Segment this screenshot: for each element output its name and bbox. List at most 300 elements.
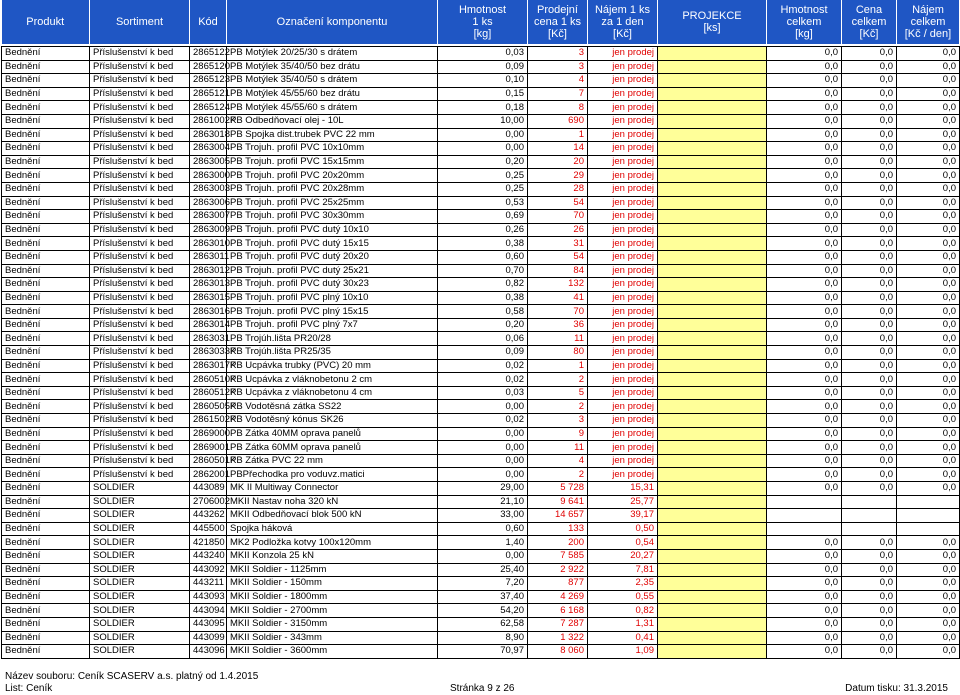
col-header-sortiment: Sortiment	[90, 0, 190, 44]
cell-hmotnost-celkem: 0,0	[767, 101, 842, 115]
cell-hmotnost-celkem	[767, 522, 842, 536]
cell-najem-celkem: 0,0	[897, 604, 960, 618]
cell-projekce[interactable]	[658, 386, 767, 400]
cell-projekce[interactable]	[658, 210, 767, 224]
cell-hmotnost-ks: 0,58	[438, 305, 528, 319]
table-row	[2, 332, 960, 346]
cell-projekce[interactable]	[658, 237, 767, 251]
cell-hmotnost-celkem: 0,0	[767, 617, 842, 631]
cell-najem-ks: jen prodej	[588, 87, 658, 101]
cell-prodejni-cena: 41	[528, 291, 588, 305]
cell-projekce[interactable]	[658, 250, 767, 264]
cell-projekce[interactable]	[658, 155, 767, 169]
cell-cena-celkem: 0,0	[842, 237, 897, 251]
cell-hmotnost-ks: 0,25	[438, 169, 528, 183]
cell-najem-ks: 20,27	[588, 549, 658, 563]
cell-prodejni-cena: 1 322	[528, 631, 588, 645]
cell-hmotnost-celkem: 0,0	[767, 87, 842, 101]
cell-najem-ks: 39,17	[588, 509, 658, 523]
cell-najem-ks: jen prodej	[588, 223, 658, 237]
col-header-prodejni-cena: Prodejní cena 1 ks [Kč]	[528, 0, 588, 44]
cell-oznaceni: PB Trojuh. profil PVC dutý 10x10	[227, 223, 438, 237]
cell-cena-celkem: 0,0	[842, 617, 897, 631]
cell-najem-celkem: 0,0	[897, 318, 960, 332]
cell-oznaceni: PB Zátka 40MM oprava panelů	[227, 427, 438, 441]
cell-cena-celkem: 0,0	[842, 155, 897, 169]
cell-najem-celkem: 0,0	[897, 359, 960, 373]
cell-oznaceni: PB Spojka dist.trubek PVC 22 mm	[227, 128, 438, 142]
cell-kod: 2706002	[190, 495, 227, 509]
cell-produkt: Bednění	[2, 577, 90, 591]
cell-produkt: Bednění	[2, 250, 90, 264]
cell-hmotnost-celkem: 0,0	[767, 563, 842, 577]
cell-prodejni-cena: 54	[528, 196, 588, 210]
table-row	[2, 563, 960, 577]
cell-projekce[interactable]	[658, 128, 767, 142]
cell-projekce[interactable]	[658, 291, 767, 305]
cell-produkt: Bednění	[2, 454, 90, 468]
cell-najem-ks: jen prodej	[588, 278, 658, 292]
table-row	[2, 536, 960, 550]
cell-prodejni-cena: 14 657	[528, 509, 588, 523]
cell-projekce[interactable]	[658, 359, 767, 373]
cell-cena-celkem: 0,0	[842, 427, 897, 441]
cell-najem-celkem: 0,0	[897, 114, 960, 128]
cell-kod: 2869001	[190, 441, 227, 455]
cell-produkt: Bednění	[2, 60, 90, 74]
cell-projekce[interactable]	[658, 645, 767, 659]
cell-sortiment: Příslušenství k bed	[90, 278, 190, 292]
cell-kod: 2860501K	[190, 454, 227, 468]
cell-projekce[interactable]	[658, 182, 767, 196]
cell-projekce[interactable]	[658, 346, 767, 360]
cell-cena-celkem: 0,0	[842, 563, 897, 577]
cell-najem-ks: jen prodej	[588, 114, 658, 128]
cell-hmotnost-celkem: 0,0	[767, 414, 842, 428]
cell-produkt: Bednění	[2, 114, 90, 128]
table-row	[2, 482, 960, 496]
cell-projekce[interactable]	[658, 305, 767, 319]
cell-prodejni-cena: 2	[528, 373, 588, 387]
table-row	[2, 47, 960, 61]
cell-najem-ks: jen prodej	[588, 142, 658, 156]
cell-projekce[interactable]	[658, 522, 767, 536]
cell-hmotnost-celkem: 0,0	[767, 237, 842, 251]
table-row	[2, 169, 960, 183]
cell-cena-celkem: 0,0	[842, 604, 897, 618]
cell-oznaceni: PB Ucpávka trubky (PVC) 20 mm	[227, 359, 438, 373]
cell-oznaceni: PB Zátka PVC 22 mm	[227, 454, 438, 468]
cell-najem-celkem: 0,0	[897, 373, 960, 387]
cell-prodejni-cena: 20	[528, 155, 588, 169]
cell-oznaceni: PB Trojuh. profil PVC 10x10mm	[227, 142, 438, 156]
cell-prodejni-cena: 7 287	[528, 617, 588, 631]
cell-hmotnost-celkem: 0,0	[767, 577, 842, 591]
cell-projekce[interactable]	[658, 142, 767, 156]
cell-projekce[interactable]	[658, 441, 767, 455]
cell-kod: 2863014	[190, 318, 227, 332]
cell-projekce[interactable]	[658, 74, 767, 88]
cell-cena-celkem: 0,0	[842, 87, 897, 101]
cell-sortiment: Příslušenství k bed	[90, 386, 190, 400]
cell-kod: 2861502K	[190, 414, 227, 428]
cell-produkt: Bednění	[2, 318, 90, 332]
cell-projekce[interactable]	[658, 196, 767, 210]
cell-najem-ks: jen prodej	[588, 454, 658, 468]
cell-hmotnost-celkem: 0,0	[767, 359, 842, 373]
cell-projekce[interactable]	[658, 60, 767, 74]
cell-oznaceni: PB Trojuh. profil PVC dutý 20x20	[227, 250, 438, 264]
cell-projekce[interactable]	[658, 577, 767, 591]
cell-projekce[interactable]	[658, 332, 767, 346]
cell-najem-celkem: 0,0	[897, 645, 960, 659]
cell-kod: 2863005	[190, 155, 227, 169]
cell-kod: 2865123	[190, 74, 227, 88]
cell-prodejni-cena: 70	[528, 210, 588, 224]
cell-najem-ks: jen prodej	[588, 47, 658, 61]
cell-prodejni-cena: 11	[528, 332, 588, 346]
cell-prodejni-cena: 31	[528, 237, 588, 251]
table-row	[2, 318, 960, 332]
cell-hmotnost-ks: 0,60	[438, 522, 528, 536]
cell-hmotnost-ks: 62,58	[438, 617, 528, 631]
cell-kod: 2869000	[190, 427, 227, 441]
cell-hmotnost-celkem: 0,0	[767, 278, 842, 292]
cell-hmotnost-celkem: 0,0	[767, 155, 842, 169]
cell-sortiment: SOLDIER	[90, 590, 190, 604]
cell-projekce[interactable]	[658, 47, 767, 61]
cell-sortiment: SOLDIER	[90, 509, 190, 523]
cell-najem-celkem: 0,0	[897, 441, 960, 455]
cell-hmotnost-celkem: 0,0	[767, 318, 842, 332]
cell-sortiment: Příslušenství k bed	[90, 87, 190, 101]
cell-sortiment: SOLDIER	[90, 549, 190, 563]
cell-kod: 2863012	[190, 264, 227, 278]
cell-produkt: Bednění	[2, 332, 90, 346]
cell-cena-celkem: 0,0	[842, 128, 897, 142]
cell-sortiment: Příslušenství k bed	[90, 182, 190, 196]
cell-sortiment: SOLDIER	[90, 536, 190, 550]
cell-projekce[interactable]	[658, 495, 767, 509]
cell-oznaceni: PB Motýlek 20/25/30 s drátem	[227, 47, 438, 61]
cell-hmotnost-ks: 0,10	[438, 74, 528, 88]
table-body	[2, 47, 960, 659]
table-row	[2, 454, 960, 468]
cell-kod: 2862001	[190, 468, 227, 482]
cell-hmotnost-ks: 8,90	[438, 631, 528, 645]
cell-oznaceni: PB Trojuh. profil PVC dutý 15x15	[227, 237, 438, 251]
cell-projekce[interactable]	[658, 590, 767, 604]
cell-cena-celkem: 0,0	[842, 305, 897, 319]
cell-produkt: Bednění	[2, 196, 90, 210]
cell-sortiment: Příslušenství k bed	[90, 441, 190, 455]
cell-hmotnost-celkem: 0,0	[767, 346, 842, 360]
cell-sortiment: Příslušenství k bed	[90, 454, 190, 468]
cell-produkt: Bednění	[2, 346, 90, 360]
col-header-najem-ks: Nájem 1 ks za 1 den [Kč]	[588, 0, 658, 44]
cell-hmotnost-celkem: 0,0	[767, 196, 842, 210]
table-row	[2, 346, 960, 360]
cell-cena-celkem: 0,0	[842, 482, 897, 496]
cell-hmotnost-ks: 0,25	[438, 182, 528, 196]
cell-oznaceni: PB Trojuh. profil PVC dutý 25x21	[227, 264, 438, 278]
cell-najem-celkem: 0,0	[897, 101, 960, 115]
cell-produkt: Bednění	[2, 359, 90, 373]
table-row	[2, 291, 960, 305]
cell-sortiment: Příslušenství k bed	[90, 74, 190, 88]
cell-najem-ks: jen prodej	[588, 264, 658, 278]
cell-hmotnost-celkem: 0,0	[767, 645, 842, 659]
cell-hmotnost-celkem: 0,0	[767, 142, 842, 156]
cell-prodejni-cena: 4 269	[528, 590, 588, 604]
cell-hmotnost-celkem	[767, 495, 842, 509]
cell-produkt: Bednění	[2, 617, 90, 631]
cell-kod: 443089	[190, 482, 227, 496]
cell-projekce[interactable]	[658, 427, 767, 441]
cell-projekce[interactable]	[658, 549, 767, 563]
cell-projekce[interactable]	[658, 278, 767, 292]
cell-sortiment: Příslušenství k bed	[90, 210, 190, 224]
cell-najem-ks: 0,50	[588, 522, 658, 536]
cell-kod: 2863006	[190, 196, 227, 210]
cell-produkt: Bednění	[2, 210, 90, 224]
cell-oznaceni: PB Trojuh. profil PVC 15x15mm	[227, 155, 438, 169]
cell-najem-ks: jen prodej	[588, 182, 658, 196]
cell-najem-celkem: 0,0	[897, 332, 960, 346]
footer-file-name: Název souboru: Ceník SCASERV a.s. platný od 1.4.2015	[5, 671, 259, 682]
col-header-kod: Kód	[190, 0, 227, 44]
cell-prodejni-cena: 14	[528, 142, 588, 156]
cell-cena-celkem: 0,0	[842, 468, 897, 482]
cell-najem-celkem: 0,0	[897, 536, 960, 550]
table-row	[2, 237, 960, 251]
cell-prodejni-cena: 3	[528, 47, 588, 61]
cell-najem-celkem: 0,0	[897, 400, 960, 414]
cell-hmotnost-ks: 0,06	[438, 332, 528, 346]
cell-prodejni-cena: 80	[528, 346, 588, 360]
cell-kod: 2865124	[190, 101, 227, 115]
cell-najem-ks: jen prodej	[588, 101, 658, 115]
table-row	[2, 522, 960, 536]
cell-cena-celkem: 0,0	[842, 631, 897, 645]
cell-produkt: Bednění	[2, 400, 90, 414]
cell-oznaceni: PB Trojuh. profil PVC 25x25mm	[227, 196, 438, 210]
cell-projekce[interactable]	[658, 101, 767, 115]
cell-oznaceni: PB Motýlek 35/40/50 s drátem	[227, 74, 438, 88]
cell-prodejni-cena: 9	[528, 427, 588, 441]
cell-cena-celkem: 0,0	[842, 169, 897, 183]
cell-prodejni-cena: 5 728	[528, 482, 588, 496]
cell-cena-celkem: 0,0	[842, 47, 897, 61]
cell-kod: 443099	[190, 631, 227, 645]
cell-hmotnost-ks: 37,40	[438, 590, 528, 604]
cell-hmotnost-celkem: 0,0	[767, 47, 842, 61]
cell-prodejni-cena: 3	[528, 60, 588, 74]
cell-hmotnost-ks: 0,15	[438, 87, 528, 101]
cell-hmotnost-ks: 0,53	[438, 196, 528, 210]
cell-kod: 2861002K	[190, 114, 227, 128]
cell-kod: 2863016	[190, 305, 227, 319]
table-row	[2, 264, 960, 278]
cell-cena-celkem	[842, 522, 897, 536]
table-row	[2, 400, 960, 414]
cell-hmotnost-ks: 25,40	[438, 563, 528, 577]
cell-najem-ks: jen prodej	[588, 128, 658, 142]
cell-najem-ks: 15,31	[588, 482, 658, 496]
cell-sortiment: Příslušenství k bed	[90, 359, 190, 373]
cell-projekce[interactable]	[658, 631, 767, 645]
table-row	[2, 509, 960, 523]
cell-projekce[interactable]	[658, 373, 767, 387]
table-row	[2, 74, 960, 88]
cell-oznaceni: MKII Soldier - 2700mm	[227, 604, 438, 618]
cell-cena-celkem: 0,0	[842, 196, 897, 210]
cell-oznaceni: PB Motýlek 35/40/50 bez drátu	[227, 60, 438, 74]
cell-hmotnost-ks: 0,09	[438, 60, 528, 74]
cell-projekce[interactable]	[658, 617, 767, 631]
cell-kod: 2863015	[190, 291, 227, 305]
cell-hmotnost-ks: 0,60	[438, 250, 528, 264]
cell-najem-celkem: 0,0	[897, 196, 960, 210]
cell-hmotnost-ks: 0,02	[438, 359, 528, 373]
cell-oznaceni: PB Zátka 60MM oprava panelů	[227, 441, 438, 455]
cell-projekce[interactable]	[658, 414, 767, 428]
cell-najem-celkem: 0,0	[897, 142, 960, 156]
cell-oznaceni: PB Odbedňovací olej - 10L	[227, 114, 438, 128]
cell-najem-ks: jen prodej	[588, 237, 658, 251]
cell-najem-celkem	[897, 509, 960, 523]
cell-najem-celkem: 0,0	[897, 278, 960, 292]
cell-projekce[interactable]	[658, 264, 767, 278]
cell-cena-celkem: 0,0	[842, 250, 897, 264]
cell-cena-celkem: 0,0	[842, 114, 897, 128]
cell-projekce[interactable]	[658, 400, 767, 414]
cell-projekce[interactable]	[658, 509, 767, 523]
cell-cena-celkem: 0,0	[842, 373, 897, 387]
table-row	[2, 114, 960, 128]
cell-najem-ks: jen prodej	[588, 74, 658, 88]
cell-projekce[interactable]	[658, 169, 767, 183]
cell-hmotnost-ks: 7,20	[438, 577, 528, 591]
cell-najem-ks: jen prodej	[588, 155, 658, 169]
cell-hmotnost-ks: 0,02	[438, 414, 528, 428]
cell-hmotnost-celkem: 0,0	[767, 305, 842, 319]
cell-sortiment: Příslušenství k bed	[90, 427, 190, 441]
cell-hmotnost-celkem: 0,0	[767, 441, 842, 455]
cell-najem-ks: 0,55	[588, 590, 658, 604]
cell-projekce[interactable]	[658, 87, 767, 101]
cell-sortiment: Příslušenství k bed	[90, 223, 190, 237]
cell-kod: 443092	[190, 563, 227, 577]
cell-najem-celkem: 0,0	[897, 87, 960, 101]
cell-kod: 2863004	[190, 142, 227, 156]
cell-kod: 443093	[190, 590, 227, 604]
cell-projekce[interactable]	[658, 482, 767, 496]
cell-oznaceni: MKII Soldier - 150mm	[227, 577, 438, 591]
cell-projekce[interactable]	[658, 454, 767, 468]
cell-kod: 2863018	[190, 128, 227, 142]
table-row	[2, 210, 960, 224]
cell-najem-celkem: 0,0	[897, 237, 960, 251]
cell-hmotnost-ks: 0,38	[438, 291, 528, 305]
cell-projekce[interactable]	[658, 563, 767, 577]
cell-kod: 443240	[190, 549, 227, 563]
cell-najem-ks: jen prodej	[588, 441, 658, 455]
cell-najem-ks: jen prodej	[588, 373, 658, 387]
table-row	[2, 305, 960, 319]
cell-produkt: Bednění	[2, 87, 90, 101]
table-row	[2, 250, 960, 264]
cell-najem-ks: jen prodej	[588, 305, 658, 319]
cell-cena-celkem: 0,0	[842, 210, 897, 224]
cell-najem-celkem: 0,0	[897, 169, 960, 183]
cell-najem-celkem: 0,0	[897, 454, 960, 468]
cell-najem-celkem: 0,0	[897, 223, 960, 237]
cell-hmotnost-ks: 70,97	[438, 645, 528, 659]
cell-prodejni-cena: 877	[528, 577, 588, 591]
cell-kod: 2863017K	[190, 359, 227, 373]
cell-oznaceni: Spojka háková	[227, 522, 438, 536]
cell-najem-ks: 0,54	[588, 536, 658, 550]
cell-cena-celkem: 0,0	[842, 359, 897, 373]
cell-projekce[interactable]	[658, 468, 767, 482]
cell-prodejni-cena: 28	[528, 182, 588, 196]
cell-cena-celkem: 0,0	[842, 386, 897, 400]
cell-oznaceni: PB Ucpávka z vláknobetonu 2 cm	[227, 373, 438, 387]
cell-projekce[interactable]	[658, 604, 767, 618]
cell-hmotnost-ks: 0,69	[438, 210, 528, 224]
cell-najem-celkem	[897, 522, 960, 536]
table-row	[2, 386, 960, 400]
cell-kod: 2863009	[190, 223, 227, 237]
table-row	[2, 427, 960, 441]
cell-najem-ks: jen prodej	[588, 196, 658, 210]
table-row	[2, 182, 960, 196]
cell-cena-celkem: 0,0	[842, 346, 897, 360]
cell-prodejni-cena: 84	[528, 264, 588, 278]
cell-sortiment: Příslušenství k bed	[90, 332, 190, 346]
cell-produkt: Bednění	[2, 278, 90, 292]
cell-sortiment: Příslušenství k bed	[90, 169, 190, 183]
cell-cena-celkem: 0,0	[842, 590, 897, 604]
cell-oznaceni: PB Ucpávka z vláknobetonu 4 cm	[227, 386, 438, 400]
table-row	[2, 101, 960, 115]
cell-hmotnost-ks: 0,26	[438, 223, 528, 237]
cell-projekce[interactable]	[658, 223, 767, 237]
cell-najem-celkem: 0,0	[897, 590, 960, 604]
cell-oznaceni: PB Motýlek 45/55/60 bez drátu	[227, 87, 438, 101]
cell-najem-ks: jen prodej	[588, 291, 658, 305]
cell-hmotnost-celkem: 0,0	[767, 631, 842, 645]
cell-hmotnost-ks: 10,00	[438, 114, 528, 128]
cell-projekce[interactable]	[658, 536, 767, 550]
cell-hmotnost-ks: 0,20	[438, 155, 528, 169]
cell-najem-celkem: 0,0	[897, 60, 960, 74]
cell-sortiment: SOLDIER	[90, 563, 190, 577]
cell-produkt: Bednění	[2, 645, 90, 659]
cell-najem-ks: 1,09	[588, 645, 658, 659]
cell-najem-celkem: 0,0	[897, 427, 960, 441]
cell-oznaceni: PB Trojuh. profil PVC plný 10x10	[227, 291, 438, 305]
cell-projekce[interactable]	[658, 318, 767, 332]
cell-kod: 2863011	[190, 250, 227, 264]
cell-oznaceni: MKII Nastav noha 320 kN	[227, 495, 438, 509]
cell-cena-celkem: 0,0	[842, 291, 897, 305]
cell-cena-celkem: 0,0	[842, 74, 897, 88]
cell-cena-celkem	[842, 495, 897, 509]
cell-kod: 443096	[190, 645, 227, 659]
cell-projekce[interactable]	[658, 114, 767, 128]
